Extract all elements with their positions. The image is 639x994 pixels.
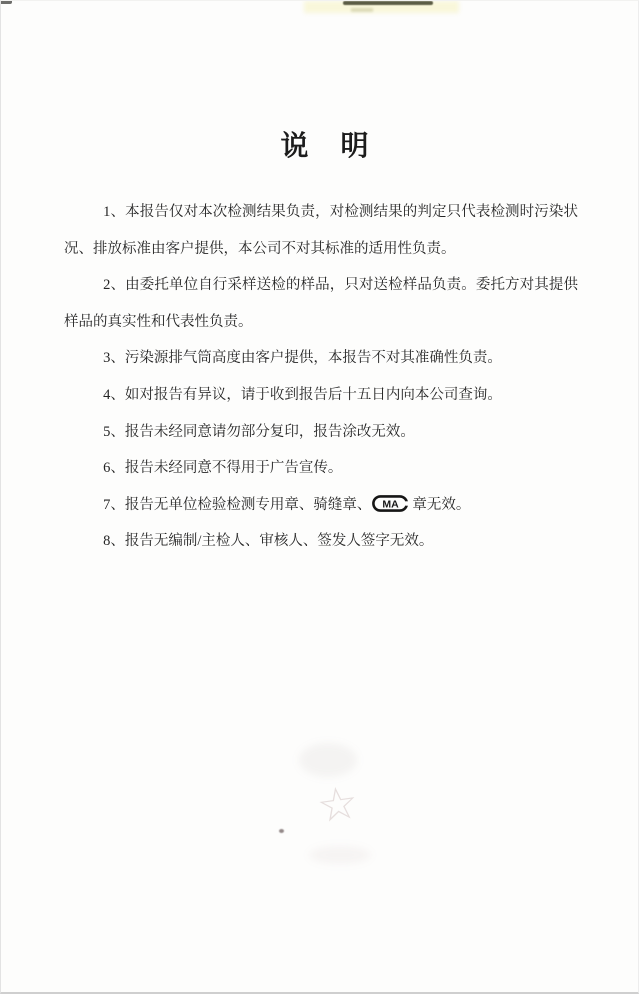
scan-artifact-olive-smudge	[351, 8, 373, 12]
note-item-number: 2、	[103, 277, 126, 294]
note-item-3	[64, 340, 578, 377]
note-item-number: 7、	[103, 496, 125, 513]
scan-artifact-dark-streak	[343, 1, 433, 5]
notes-list	[64, 194, 578, 560]
note-item-text: 报告无编制/主检人、审核人、签发人签字无效。	[124, 533, 434, 550]
note-item-text: 如对报告有异议，请于收到报告后十五日内向本公司查询。	[124, 386, 502, 403]
scan-artifact-smudge-upper	[299, 743, 357, 777]
note-item-5	[64, 414, 578, 451]
note-item-2	[64, 267, 578, 340]
scan-artifact-smudge-lower	[309, 846, 371, 864]
note-item-text: 由委托单位自行采样送检的样品，只对送检样品负责。委托方对其提供样品的真实性和代表性负责。	[64, 277, 579, 330]
note-item-text: 章无效。	[412, 496, 471, 513]
page-title: 说 明	[280, 131, 371, 162]
svg-text:MA: MA	[382, 498, 400, 511]
scan-artifact-dark-speck	[279, 829, 284, 833]
scan-artifact-yellow-smear	[304, 1, 459, 13]
note-item-7	[64, 487, 578, 524]
note-item-number: 5、	[103, 423, 125, 440]
note-item-text: 报告无单位检验检测专用章、骑缝章、	[124, 496, 372, 513]
note-item-text: 污染源排气筒高度由客户提供，本报告不对其准确性负责。	[124, 350, 502, 367]
scan-artifact-corner-mark	[1, 1, 12, 4]
faint-star-watermark-icon: ☆	[313, 774, 362, 834]
cma-certification-mark-icon	[372, 495, 409, 512]
note-item-4	[64, 377, 578, 414]
note-item-1	[64, 194, 578, 267]
note-item-text: 本报告仅对本次检测结果负责，对检测结果的判定只代表检测时污染状况、排放标准由客户提供，本公司不对其标准的适用性负责。	[64, 204, 579, 257]
note-item-number: 8、	[103, 533, 125, 550]
note-item-number: 3、	[103, 350, 125, 367]
note-item-text: 报告未经同意不得用于广告宣传。	[124, 460, 343, 477]
note-item-text: 报告未经同意请勿部分复印，报告涂改无效。	[124, 423, 415, 440]
note-item-8	[64, 523, 578, 560]
note-item-6	[64, 450, 578, 487]
note-item-number: 6、	[103, 460, 125, 477]
note-item-number: 1、	[103, 204, 126, 220]
note-item-number: 4、	[103, 386, 125, 403]
